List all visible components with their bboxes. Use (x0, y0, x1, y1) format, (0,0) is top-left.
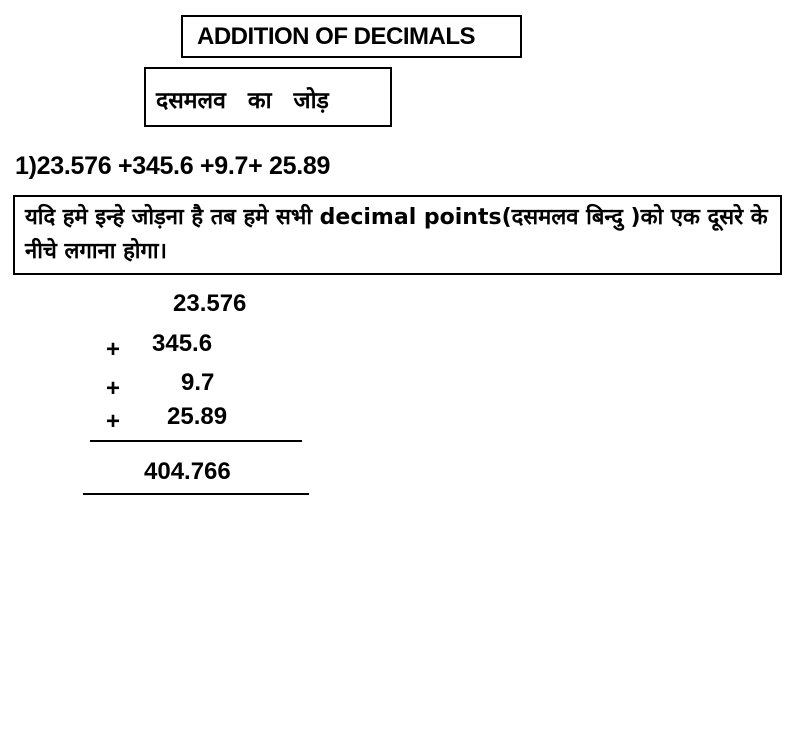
addend-row-2-value: 345.6 (152, 330, 213, 357)
sum-top-rule (90, 440, 302, 442)
sum-bottom-rule (83, 493, 309, 495)
sum-value: 404.766 (144, 458, 231, 485)
page-title: ADDITION OF DECIMALS (197, 23, 475, 50)
addend-row-4-value: 25.89 (167, 403, 228, 430)
addend-row-4-sign: + (106, 408, 121, 435)
title-box (181, 15, 522, 58)
instruction-box (13, 195, 782, 275)
instruction-text: यदि हमे इन्हे जोड़ना है तब हमे सभी decimal points(दसमलव बिन्दु )को एक दूसरे के नीचे लगाना होगा। (25, 205, 768, 264)
addend-row-1-value: 23.576 (173, 290, 247, 317)
addend-row-3-value: 9.7 (181, 369, 215, 396)
problem-statement: 1)23.576 +345.6 +9.7+ 25.89 (15, 152, 331, 180)
hindi-title-box (144, 67, 392, 127)
addend-row-2-sign: + (106, 336, 121, 363)
hindi-title: दसमलव का जोड़ (156, 88, 329, 114)
addend-row-3-sign: + (106, 375, 121, 402)
